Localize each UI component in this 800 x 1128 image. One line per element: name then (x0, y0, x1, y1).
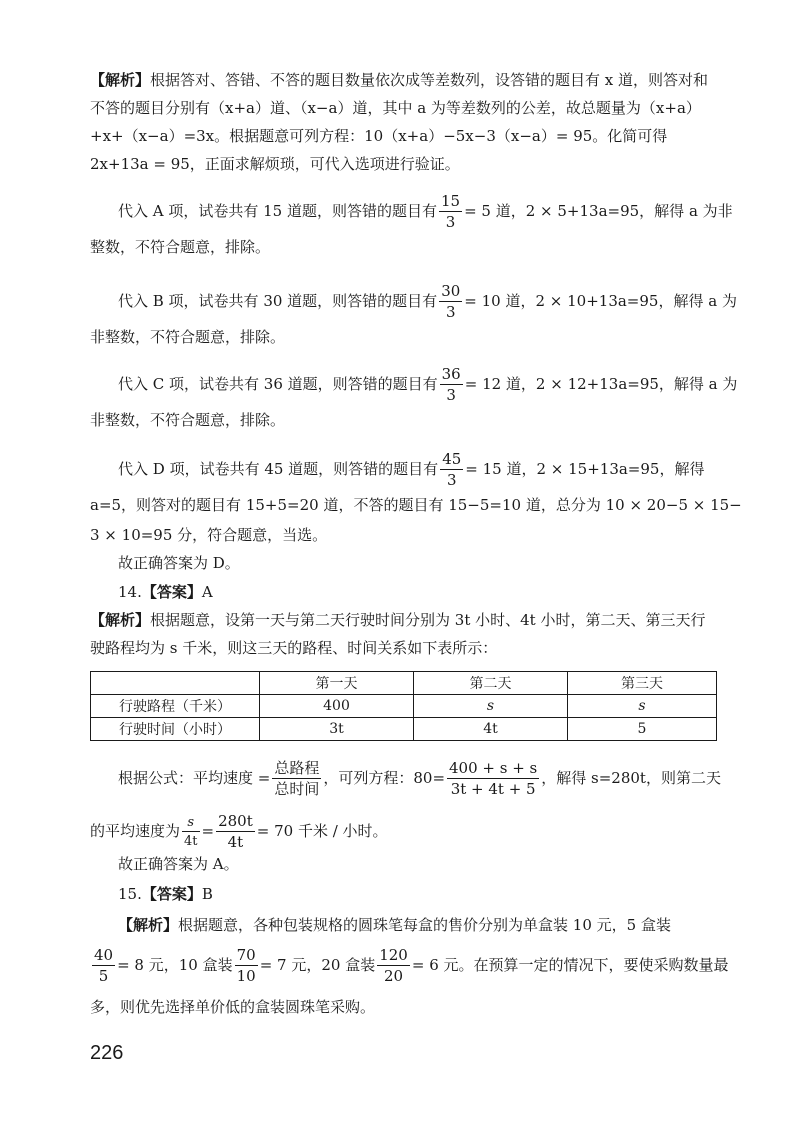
answer-tag: 【答案】 (141, 583, 202, 601)
fraction: $\frac{30}{3}$ (441, 282, 461, 321)
analysis-13 (90, 66, 720, 178)
option-a-result: = 5 道，2 × 5+13a=95，解得 a 为非 (464, 202, 733, 220)
option-a-text: 代入 A 项，试卷共有 15 道题，则答错的题目有 (118, 202, 437, 220)
option-d-line2: a=5，则答对的题目有 15+5=20 道，不答的题目有 15−5=10 道，总分为 10 × 20−5 × 15− (90, 496, 742, 514)
option-b-line (118, 284, 737, 320)
speed-line: 的平均速度为 $\frac{s}{4t}$ = $\frac{280t}{4t}$ = 70 千米 / 小时。 (90, 812, 388, 851)
fraction: $\frac{40}{5}$ (94, 946, 114, 985)
analysis-text: 根据答对、答错、不答的题目数量依次成等差数列，设答错的题目有 x 道，则答对和不答的题目分别有（x+a）道、（x−a）道，其中 a 为等差数列的公差，故总题量为（x+a）+x+（x−a）=3x。根据题意可列方程：10（x+a）−5x−3（x−a）= 95。化简可得 2x+13a = 95，正面求解烦琐，可代入选项进行验证。 (90, 71, 709, 173)
analysis-tag: 【解析】 (90, 611, 151, 629)
analysis-text: 根据题意，各种包装规格的圆珠笔每盒的售价分别为单盒装 10 元，5 盒装 (178, 916, 671, 934)
analysis-tag: 【解析】 (90, 71, 151, 89)
option-b-result: = 10 道，2 × 10+13a=95，解得 a 为 (464, 292, 737, 310)
option-c-line (118, 367, 737, 403)
table-row: 行驶路程（千米） 400 s s (91, 695, 717, 718)
fraction: $\frac{280t}{4t}$ (218, 812, 253, 851)
option-c-line2: 非整数，不符合题意，排除。 (90, 411, 286, 429)
fraction: $\frac{120}{20}$ (379, 946, 408, 985)
fraction: $\frac{36}{3}$ (441, 365, 461, 404)
price-fractions-line: $\frac{40}{5}$ = 8 元，10 盒装 $\frac{70}{10}$ = 7 元，20 盒装 $\frac{120}{20}$ = 6 元。在预算一定的情况下，要使采购数量最 (94, 946, 729, 985)
analysis-tag: 【解析】 (118, 916, 179, 934)
option-d-line3: 3 × 10=95 分，符合题意，当选。 (90, 526, 328, 544)
answer-14: 14.【答案】A (118, 583, 213, 601)
fraction: $\frac{70}{10}$ (236, 946, 256, 985)
page-number: 226 (90, 1042, 124, 1064)
conclusion-14: 故正确答案为 A。 (118, 855, 239, 873)
analysis-15-end: 多，则优先选择单价低的盒装圆珠笔采购。 (90, 998, 376, 1016)
analysis-text: 根据题意，设第一天与第二天行驶时间分别为 3t 小时、4t 小时，第二天、第三天行驶路程均为 s 千米，则这三天的路程、时间关系如下表所示： (90, 611, 706, 657)
option-d-line (118, 452, 704, 488)
fraction: $\frac{45}{3}$ (442, 450, 462, 489)
fraction: $\frac{s}{4t}$ (184, 815, 198, 849)
answer-value: A (201, 583, 213, 601)
option-c-result: = 12 道，2 × 12+13a=95，解得 a 为 (464, 375, 738, 393)
distance-time-table (90, 671, 717, 741)
answer-value: B (201, 885, 213, 903)
fraction: $\frac{400 + s + s}{3t + 4t + 5}$ (449, 759, 538, 798)
fraction: $\frac{15}{3}$ (441, 192, 461, 231)
answer-15: 15.【答案】B (118, 885, 213, 903)
fraction: $\frac{\text{总路程}}{\text{总时间}}$ (274, 759, 320, 798)
table-header-row: 第一天 第二天 第三天 (91, 672, 717, 695)
option-d-text: 代入 D 项，试卷共有 45 道题，则答错的题目有 (118, 460, 439, 478)
formula-line: 根据公式：平均速度 = $\frac{\text{总路程}}{\text{总时间}}$ ，可列方程：80= $\frac{400 + s + s}{3t + 4t + 5}$ ，解得 s=280t，则第二天 (118, 759, 721, 798)
option-c-text: 代入 C 项，试卷共有 36 道题，则答错的题目有 (118, 375, 438, 393)
option-b-text: 代入 B 项，试卷共有 30 道题，则答错的题目有 (118, 292, 438, 310)
conclusion-13: 故正确答案为 D。 (118, 554, 240, 572)
analysis-14 (90, 606, 720, 662)
table-row: 行驶时间（小时） 3t 4t 5 (91, 718, 717, 741)
analysis-15 (118, 911, 671, 939)
option-b-line2: 非整数，不符合题意，排除。 (90, 328, 286, 346)
option-a-line2: 整数，不符合题意，排除。 (90, 238, 271, 256)
option-a-line (118, 194, 733, 230)
answer-tag: 【答案】 (141, 885, 202, 903)
option-d-result: = 15 道，2 × 15+13a=95，解得 (465, 460, 705, 478)
